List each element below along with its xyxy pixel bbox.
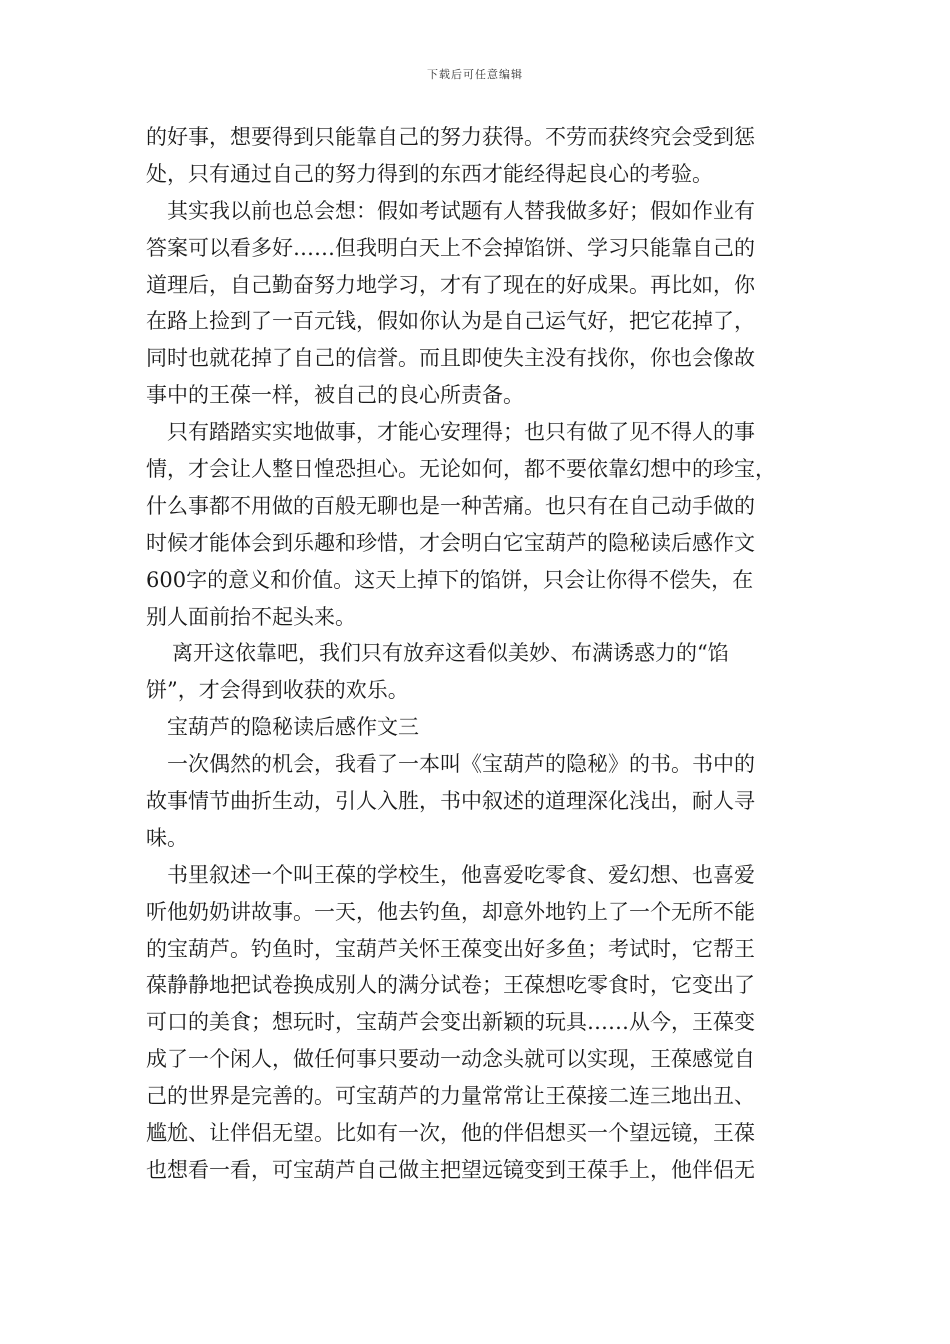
text-line: 答案可以看多好……但我明白天上不会掉馅饼、学习只能靠自己的 (146, 235, 755, 260)
paragraph-start-line: 其实我以前也总会想：假如考试题有人替我做多好；假如作业有 (167, 198, 755, 223)
text-line: 听他奶奶讲故事。一天，他去钓鱼，却意外地钓上了一个无所不能 (146, 899, 755, 924)
paragraph-start-line: 只有踏踏实实地做事，才能心安理得；也只有做了见不得人的事 (167, 420, 755, 445)
text-line: 故事情节曲折生动，引人入胜，书中叙述的道理深化浅出，耐人寻 (146, 789, 755, 814)
text-line: 葆静静地把试卷换成别人的满分试卷；王葆想吃零食时，它变出了 (146, 973, 755, 998)
text-line: 时候才能体会到乐趣和珍惜，才会明白它宝葫芦的隐秘读后感作文 (146, 530, 755, 555)
text-line: 处，只有通过自己的努力得到的东西才能经得起良心的考验。 (146, 161, 713, 186)
text-line: 尴尬、让伴侣无望。比如有一次，他的伴侣想买一个望远镜，王葆 (146, 1121, 755, 1146)
text-line: 事中的王葆一样，被自己的良心所责备。 (146, 383, 524, 408)
text-line: 情，才会让人整日惶恐担心。无论如何，都不要依靠幻想中的珍宝， (146, 457, 776, 482)
text-line: 什么事都不用做的百般无聊也是一种苦痛。也只有在自己动手做的 (146, 493, 755, 518)
text-line: 饼”，才会得到收获的欢乐。 (146, 678, 409, 703)
text-line: 在路上捡到了一百元钱，假如你认为是自己运气好，把它花掉了， (146, 309, 755, 334)
text-line: 味。 (146, 825, 188, 850)
text-line: 也想看一看，可宝葫芦自己做主把望远镜变到王葆手上，他伴侣无 (146, 1157, 755, 1182)
text-line: 同时也就花掉了自己的信誉。而且即使失主没有找你，你也会像故 (146, 346, 755, 371)
text-line: 的好事，想要得到只能靠自己的努力获得。不劳而获终究会受到惩 (146, 125, 755, 149)
page-header-note: 下载后可任意编辑 (427, 68, 523, 81)
text-line: 己的世界是完善的。可宝葫芦的力量常常让王葆接二连三地出丑、 (146, 1084, 755, 1109)
text-line: 可口的美食；想玩时，宝葫芦会变出新颖的玩具……从今，王葆变 (146, 1010, 755, 1035)
paragraph-start-line: 一次偶然的机会，我看了一本叫《宝葫芦的隐秘》的书。书中的 (167, 752, 755, 777)
paragraph-start-line: 书里叙述一个叫王葆的学校生，他喜爱吃零食、爱幻想、也喜爱 (167, 862, 755, 887)
text-line: 成了一个闲人，做任何事只要动一动念头就可以实现，王葆感觉自 (146, 1047, 755, 1072)
document-body (146, 119, 810, 1189)
section-heading: 宝葫芦的隐秘读后感作文三 (167, 715, 419, 740)
text-line: 道理后，自己勤奋努力地学习，才有了现在的好成果。再比如，你 (146, 272, 755, 297)
paragraph-start-line: 离开这依靠吧，我们只有放弃这看似美妙、布满诱惑力的“馅 (172, 641, 729, 666)
text-line: 的宝葫芦。钓鱼时，宝葫芦关怀王葆变出好多鱼；考试时，它帮王 (146, 936, 755, 961)
text-line: 别人面前抬不起头来。 (146, 604, 356, 629)
text-line: 600字的意义和价值。这天上掉下的馅饼，只会让你得不偿失，在 (146, 567, 754, 592)
